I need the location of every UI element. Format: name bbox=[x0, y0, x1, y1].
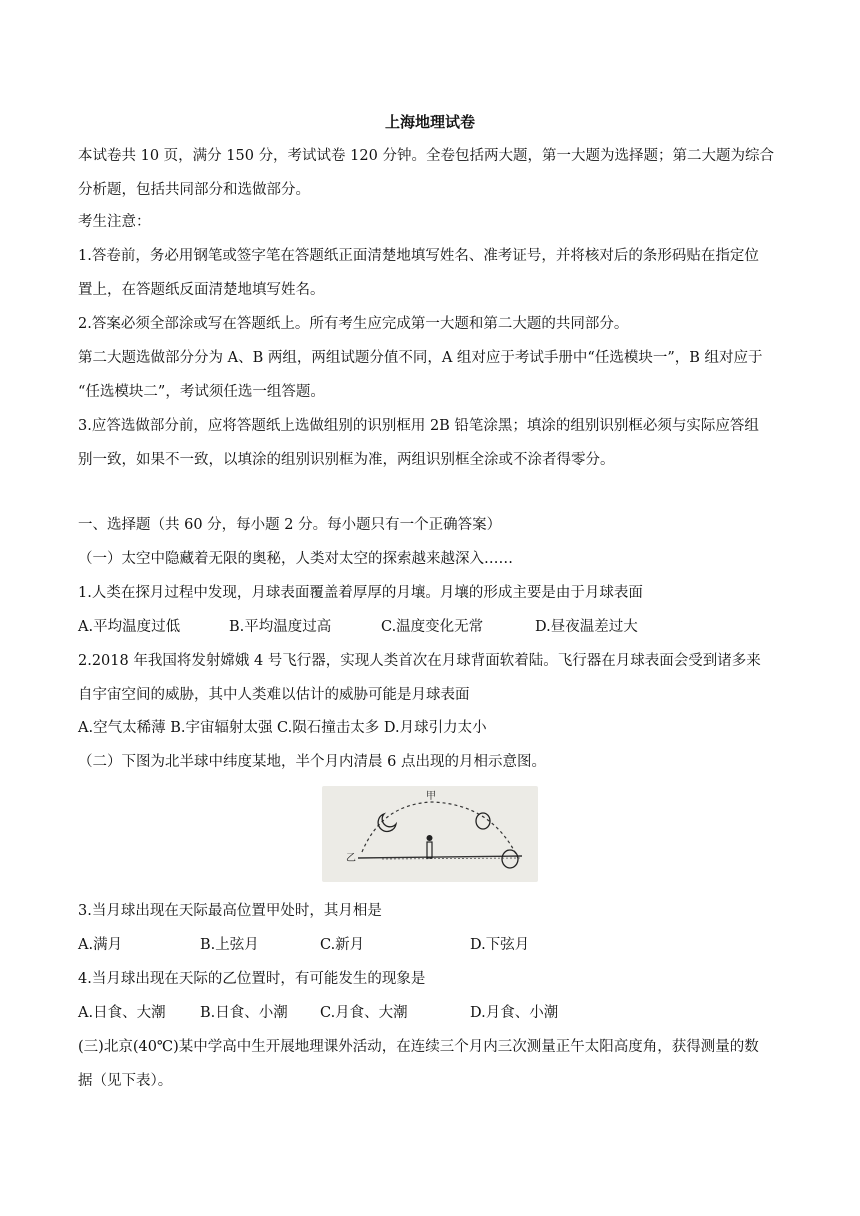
moon-circle-lower bbox=[502, 850, 518, 868]
question-3-options bbox=[78, 935, 529, 955]
q4-option-c: C.月食、大潮 bbox=[320, 1005, 408, 1021]
notice-heading: 考生注意： bbox=[78, 214, 151, 230]
question-2a: 2.2018 年我国将发射嫦娥 4 号飞行器，实现人类首次在月球背面软着陆。飞行器在月球表面会受到诸多来 bbox=[78, 653, 761, 669]
notice-item-2b-a: 第二大题选做部分分为 A、B 两组，两组试题分值不同，A 组对应于考试手册中“任选模块一”，B 组对应于 bbox=[78, 350, 763, 366]
q4-option-b: B.日食、小潮 bbox=[200, 1005, 288, 1021]
observer-figure bbox=[427, 835, 433, 858]
q1-option-a: A.平均温度过低 bbox=[78, 619, 181, 635]
q1-option-d: D.昼夜温差过大 bbox=[535, 619, 638, 635]
q3-option-d: D.下弦月 bbox=[470, 937, 530, 953]
question-4: 4.当月球出现在天际的乙位置时，有可能发生的现象是 bbox=[78, 971, 426, 987]
question-2-options: A.空气太稀薄 B.宇宙辐射太强 C.陨石撞击太多 D.月球引力太小 bbox=[78, 720, 487, 736]
section-heading: 一、选择题（共 60 分，每小题 2 分。每小题只有一个正确答案） bbox=[78, 517, 502, 533]
question-3: 3.当月球出现在天际最高位置甲处时，其月相是 bbox=[78, 903, 382, 919]
q3-option-a: A.满月 bbox=[78, 937, 123, 953]
q1-option-c: C.温度变化无常 bbox=[381, 619, 484, 635]
notice-item-3b: 别一致，如果不一致，以填涂的组别识别框为准，两组识别框全涂或不涂者得零分。 bbox=[78, 452, 615, 468]
page-title: 上海地理试卷 bbox=[384, 113, 475, 131]
notice-item-3a: 3.应答选做部分前，应将答题纸上选做组别的识别框用 2B 铅笔涂黑；填涂的组别识别框必须与实际应答组 bbox=[78, 418, 759, 434]
group-1-intro: （一）太空中隐藏着无限的奥秘，人类对太空的探索越来越深入…… bbox=[78, 551, 513, 567]
question-1: 1.人类在探月过程中发现，月球表面覆盖着厚厚的月壤。月壤的形成主要是由于月球表面 bbox=[78, 585, 643, 601]
intro-line-1: 本试卷共 10 页，满分 150 分，考试试卷 120 分钟。全卷包括两大题，第一大题为选择题；第二大题为综合 bbox=[78, 148, 774, 164]
q3-option-c: C.新月 bbox=[320, 937, 365, 953]
q3-option-b: B.上弦月 bbox=[200, 937, 259, 953]
notice-item-2b-b: “任选模块二”，考试须任选一组答题。 bbox=[78, 384, 325, 400]
notice-item-2: 2.答案必须全部涂或写在答题纸上。所有考生应完成第一大题和第二大题的共同部分。 bbox=[78, 316, 629, 332]
q4-option-a: A.日食、大潮 bbox=[78, 1005, 166, 1021]
question-2b: 自宇宙空间的威胁，其中人类难以估计的威胁可能是月球表面 bbox=[78, 687, 470, 703]
q4-option-d: D.月食、小潮 bbox=[470, 1005, 559, 1021]
label-jia: 甲 bbox=[426, 791, 436, 802]
notice-item-1a: 1.答卷前，务必用钢笔或签字笔在答题纸正面清楚地填写姓名、准考证号，并将核对后的条形码贴在指定位 bbox=[78, 248, 759, 264]
group-3-intro-b: 据（见下表）。 bbox=[78, 1073, 173, 1089]
question-4-options bbox=[78, 1003, 558, 1023]
intro-line-2: 分析题，包括共同部分和选做部分。 bbox=[78, 182, 310, 198]
moon-circle-upper bbox=[476, 813, 490, 829]
group-3-intro-a: (三)北京(40℃)某中学高中生开展地理课外活动，在连续三个月内三次测量正午太阳高度角，获得测量的数 bbox=[78, 1039, 759, 1055]
q1-option-b: B.平均温度过高 bbox=[229, 619, 332, 635]
label-yi: 乙 bbox=[346, 853, 356, 864]
group-2-intro: （二）下图为北半球中纬度某地，半个月内清晨 6 点出现的月相示意图。 bbox=[78, 754, 546, 770]
question-1-options bbox=[78, 617, 638, 637]
notice-item-1b: 置上，在答题纸反面清楚地填写姓名。 bbox=[78, 282, 325, 298]
moon-phase-figure bbox=[322, 786, 538, 882]
